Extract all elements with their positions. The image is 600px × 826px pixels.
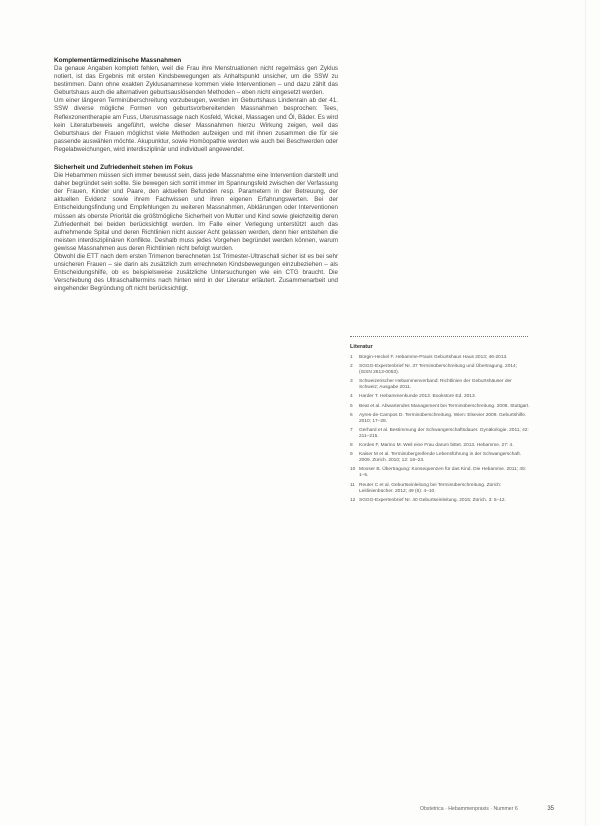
reference-text: Schweizerischer Hebammenverband: Richtlinien der Geburtshäuser der Schweiz; Ausgabe 2011. bbox=[359, 379, 512, 391]
reference-text: SGGG-Expertenbrief Nr. 37 Terminüberschreitung und Übertragung. 2014; (ISSN 2613-0053). bbox=[359, 364, 518, 376]
paragraph: Um einer längeren Terminüberschreitung vorzubeugen, werden im Geburtshaus Lindenrain ab der 41. SSW diverse mögliche Formen von geburtsvorbereitenden Massnahmen besprochen: Tees, Reflexzonentherapie am Fuss, Uterusmassage nach Kosfeld, Wickel, Massagen und Öl, Bäder. Es wird kein Literaturbeweis angeführt, welche dieser Massnahmen hierzu Wirkung zeigen, weil das Geburtshaus der Frauen möglichst viele Methoden aufzeigen und mit ihnen zusammen die für sie passende auswählen möchte. Akupunktur, sowie Homöopathie werden wie auch bei Beschwerden oder Regelabweichungen, wird interdisziplinär und individuell angewendet. bbox=[54, 97, 338, 153]
reference-item bbox=[350, 443, 530, 449]
section-heading-komplementaer: Komplementärmedizinische Massnahmen bbox=[54, 57, 182, 64]
reference-item bbox=[350, 404, 530, 410]
reference-text: Bürgin-Heckel F. Hebamme-Praxis Geburtshaus Haus 2013; 46-2013. bbox=[359, 355, 508, 360]
reference-item bbox=[350, 394, 530, 400]
reference-text: Gerhard et al. Bestimmung der Schwangerschaftsdauer. Gynäkologie. 2011; 42: 211–215. bbox=[359, 427, 529, 439]
reference-item bbox=[350, 428, 530, 440]
reference-number: 4 bbox=[350, 394, 353, 400]
reference-number: 7 bbox=[350, 427, 353, 433]
journal-name: Obstetrica · Hebammenpraxis · Nummer 6 bbox=[420, 806, 518, 812]
reference-item bbox=[350, 413, 530, 425]
article-column bbox=[54, 56, 338, 293]
reference-text: Reuter C et al. Geburtseinleitung bei Terminüberschreitung. Zürich: Leitlinienbücher. 2012; 49 (6): 4–10. bbox=[359, 482, 502, 494]
reference-text: Beat et al. Abwartendes Management bei Terminüberschreitung. 2008. Stuttgart. bbox=[359, 403, 530, 409]
reference-number: 11 bbox=[350, 482, 355, 488]
reference-text: Kaiser M et al. Terminübergreifende Lebensführung in der Schwangerschaft. 2009. Zürich. 2010; 12: 18–23. bbox=[359, 452, 522, 464]
literature-title: Literatur bbox=[350, 344, 373, 350]
reference-item bbox=[350, 379, 530, 391]
reference-item bbox=[350, 483, 530, 495]
reference-text: Harder T. Hebammenkunde 2013. Bookstore Ed. 2013. bbox=[359, 394, 476, 400]
reference-number: 12 bbox=[350, 497, 356, 503]
paragraph: Obwohl die ETT nach dem ersten Trimenon berechneten 1st Trimester-Ultraschall sicher ist es bei sehr unsicheren Frauen – sie darin als zusätzlich zum errechneten Kindsbewegungen einzubeziehen – als Entscheidungshilfe, ob es beispielsweise zusätzliche Untersuchungen wie ein CTG braucht. Die Verschiebung des Ultraschalltermins nach hinten wird in der Literatur erläutert. Zusammenarbeit und eingehender Begründung oft nicht berücksichtigt. bbox=[54, 252, 338, 293]
reference-number: 3 bbox=[350, 379, 353, 385]
section-heading-sicherheit: Sicherheit und Zufriedenheit stehen im Fokus bbox=[54, 164, 193, 172]
page-footer bbox=[420, 806, 554, 812]
paragraph: Die Hebammen müssen sich immer bewusst sein, dass jede Massnahme eine Intervention darstellt und daher begründet sein sollte. Sie bewegen sich somit immer im Spannungsfeld zwischen der Verfassung der Frauen, Kinder und Paare, den aktuellen Befunden resp. Parametern in der Betreuung, der aktuellen Evidenz sowie ihrem Fachwissen und ihren eigenen Erfahrungswerten. Bei der Entscheidungsfindung und Empfehlungen zu weiteren Massnahmen, Abklärungen oder Interventionen müssen als oberste Priorität die größtmögliche Sicherheit von Mutter und Kind sowie gleichzeitig deren Zufriedenheit bei beiden berücksichtigt werden. Im Falle einer Verlegung unterstützt auch das aufnehmende Spital und deren Richtlinien nicht ausser Acht gelassen werden, denn hier entstehen die meisten interdisziplinären Konflikte. Deshalb muss jedes Vorgehen begründet werden können, warum gewisse Massnahmen aus deren Richtlinien nicht befolgt wurden. bbox=[54, 172, 338, 252]
literature-sidebar bbox=[350, 336, 530, 507]
reference-number: 9 bbox=[350, 452, 353, 458]
reference-list bbox=[350, 355, 530, 504]
reference-text: Mooser B. Übertragung: Konsequenzen für das Kind. Die Hebamme. 2011; 45: 1–5. bbox=[359, 467, 527, 479]
reference-text: SGGG-Expertenbrief Nr. 40 Geburtseinleitung. 2015; Zürich. 3: 5–12. bbox=[359, 497, 506, 503]
reference-number: 1 bbox=[350, 355, 353, 360]
reference-number: 10 bbox=[350, 467, 356, 473]
scan-edge bbox=[585, 0, 586, 826]
page-number: 35 bbox=[547, 806, 554, 812]
reference-text: Ayres-de-Campos D. Terminüberschreitung. Wien: Elsevier 2009. Geburtshilfe. 2010; 17–28. bbox=[359, 412, 527, 424]
reference-item bbox=[350, 467, 530, 479]
dotted-divider bbox=[350, 336, 528, 337]
reference-item bbox=[350, 452, 530, 464]
reference-number: 2 bbox=[350, 364, 353, 370]
reference-number: 5 bbox=[350, 403, 353, 409]
reference-item bbox=[350, 364, 530, 376]
reference-item bbox=[350, 498, 530, 504]
reference-number: 6 bbox=[350, 412, 353, 418]
reference-text: Kordes F, Marino M. Weil eine Frau darum bittet. 2013. Hebamme. 27: 4. bbox=[359, 443, 514, 449]
reference-item bbox=[350, 355, 530, 361]
reference-number: 8 bbox=[350, 443, 353, 449]
paragraph: Da genaue Angaben komplett fehlen, weil die Frau ihre Menstruationen nicht regelmäss gen Zyklus notiert, ist das Ergebnis mit ersten Kindsbewegungen als Anhaltspunkt unsicher, um die SSW zu bestimmen. Dann ohne exakten Zyklusanamnese kommen viele Interventionen – und dazu zählt das Geburtshaus auch die alternativen geburtsauslösenden Methoden – eben nicht eingesetzt werden. bbox=[54, 65, 338, 97]
